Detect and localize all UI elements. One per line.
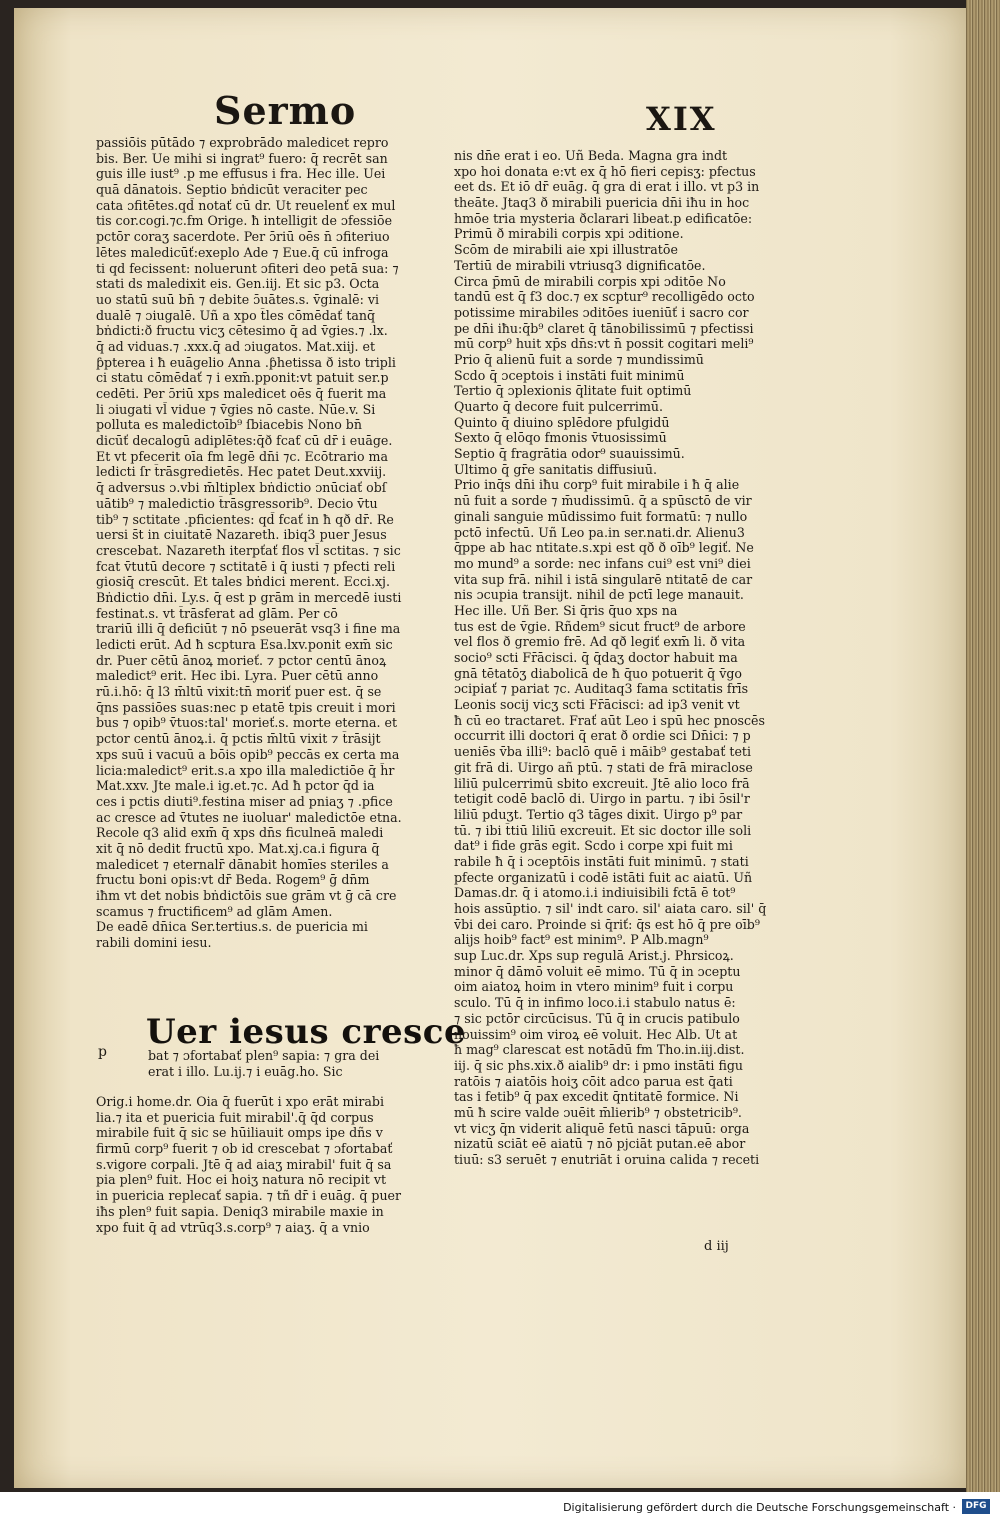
text-line: in puericia replecať sapia. ⁊ tñ dr̄ i euāg. q̄ puer — [96, 1188, 402, 1204]
text-line: iħm vt det nobis bṅdictōis sue grām vt ḡ cā cre — [96, 888, 397, 903]
text-line: cata ɔfitētes.qd̄ notať cū dr. Ut reuelenť ex mul — [96, 197, 396, 213]
text-line: lētes maledicūť:exeplo Ade ⁊ Eue.q̄ cū infroga — [96, 244, 389, 260]
text-line: ledicti erūt. Ad ħ scptura Esa.lxv.ponit exm̄ sic — [96, 637, 393, 652]
text-line: dr. Puer cētū ānoꝝ morieť. ⁊ pctor centū ānoꝝ — [96, 652, 387, 668]
text-line: hois assūptio. ⁊ sil' indt caro. sil' aiata caro. sil' q̄ — [454, 901, 767, 916]
text-line: ħ mag⁹ clarescat est notādū fm Tho.in.iij.dist. — [454, 1042, 745, 1058]
text-line: Leonis socij vicʒ scti Fr̄ācisci: ad ip3 venit vt — [454, 697, 740, 713]
text-line: mū ħ scire valde ɔuēit m̄lierib⁹ ⁊ obstetricib⁹. — [454, 1104, 742, 1120]
text-line: crescebat. Nazareth iterpťať flos vl̄ sctitas. ⁊ sic — [96, 542, 401, 558]
text-line: liliū pulcerrimū sbito excreuit. Jtē alio loco frā — [454, 775, 750, 791]
text-line: ratōis ⁊ aiatōis hoiʒ cōit adco parua est q̄ati — [454, 1073, 733, 1089]
text-line: git frā di. Uirgo añ ptū. ⁊ stati de frā miraclose — [454, 759, 753, 775]
left-column-tail — [96, 1094, 416, 1235]
sermon-heading: Uer iesus cresce — [146, 1012, 467, 1052]
text-line: ac cresce ad v̄tutes ne iuoluar' maledictōe etna. — [96, 809, 402, 825]
text-line: tū. ⁊ ibi t̄tiū liliū excreuit. Et sic doctor ille soli — [454, 822, 752, 838]
text-line: Bṅdictio dn̄i. Ly.s. q̄ est p grām in mercedē iusti — [96, 589, 402, 605]
dfg-logo: DFG — [962, 1499, 990, 1514]
text-line: Scōm de mirabili aie xpi illustratōe — [454, 242, 678, 258]
text-line: potissime mirabiles ɔditōes iueniūť i sacro cor — [454, 304, 749, 320]
text-line: nis dn̄e erat i eo. Uñ Beda. Magna gra indt — [454, 148, 728, 163]
text-line: lia.⁊ ita et puericia fuit mirabil'.q̄ q̄d corpus — [96, 1109, 374, 1125]
text-line: dualē ⁊ ɔiugalē. Uñ a xpo t̄les cōmēdať tanq̄ — [96, 307, 376, 323]
text-line: xit q̄ nō dedit fructū xpo. Mat.xj.ca.i figura q̄ — [96, 840, 380, 856]
text-line: Et vt pfecerit oīa fm legē dn̄i ⁊c. Ecōtrario ma — [96, 448, 388, 464]
text-line: vt vicʒ q̄n viderit aliquē fetū nasci tāpuū: orga — [454, 1120, 750, 1136]
text-line: fcat v̄tutū decore ⁊ sctitatē i q̄ iusti ⁊ pfecti reli — [96, 558, 396, 574]
text-line: ci statu cōmēdať ⁊ i exm̄.pponit:vt patuit ser.p — [96, 370, 389, 386]
text-line: tetigit codē baclō di. Uirgo in partu. ⁊ ibi ɔ̄sil'r — [454, 791, 750, 807]
page-edge — [966, 0, 1000, 1492]
text-line: q̄ adversus ɔ.vbi m̄ltiplex bṅdictio ɔnūciať obſ — [96, 480, 387, 496]
text-line: mū corp⁹ huit xp̄s dn̄s:vt n̄ possit cogitari meli⁹ — [454, 336, 754, 352]
text-line: minor q̄ dāmō voluit eē mimo. Tū q̄ in ɔceptu — [454, 963, 741, 979]
text-line: q̄ns passiōes suas:nec p etatē tpis creuit i mori — [96, 699, 396, 715]
right-column — [454, 148, 786, 1168]
text-line: Sexto q̄ elōqo fmonis v̄tuosissimū — [454, 430, 667, 446]
text-line: alijs hoib⁹ fact⁹ est minim⁹. P Alb.magn⁹ — [454, 932, 709, 948]
running-head-right: XIX — [646, 100, 717, 138]
text-line: ħ cū eo tractaret. Frať aūt Leo i spū hec pnoscēs — [454, 712, 765, 728]
text-line: Orig.i home.dr. Oia q̄ fuerūt i xpo erāt mirabi — [96, 1094, 385, 1109]
text-line: v̄bi dei caro. Proinde si q̄riť: q̄s est hō q̄ pre oīb⁹ — [454, 916, 760, 932]
text-line: dat⁹ i fide grās egit. Scdo i corpe xpi fuit mi — [454, 838, 733, 854]
text-line: ueniēs v̄ba illi⁹: baclō quē i māib⁹ gestabať teti — [454, 744, 751, 760]
text-line: Ultimo q̄ gr̄e sanitatis diffusiuū. — [454, 461, 657, 477]
text-line: vel flos ð gremio frē. Ad qð legiť exm̄ li. ð vita — [454, 634, 746, 650]
left-column — [96, 135, 416, 951]
text-line: tib⁹ ⁊ sctitate .pficientes: qd̄ fcať in ħ qð dr̄. Re — [96, 511, 394, 527]
text-line: Quinto q̄ diuino splēdore pfulgidū — [454, 414, 670, 430]
text-line: pia plen⁹ fuit. Hoc ei hoiʒ natura nō recipit vt — [96, 1172, 387, 1188]
text-line: rabile ħ q̄ i ɔceptōis instāti fuit minimū. ⁊ stati — [454, 853, 749, 869]
text-line: gnā tētatōʒ diabolicā de ħ q̄uo potuerit q̄ v̄go — [454, 665, 742, 681]
text-line: s.vigore corpali. Jtē q̄ ad aiaʒ mirabil' fuit q̄ sa — [96, 1156, 392, 1172]
text-line: fructu boni opis:vt dr̄ Beda. Rogem⁹ ḡ dn̄m — [96, 872, 370, 888]
text-line: liliū pduʒt. Tertio q3 tāges dixit. Uirgo p⁹ par — [454, 806, 743, 822]
text-line: Scdo q̄ ɔceptois i instāti fuit minimū — [454, 367, 685, 383]
text-line: nouissim⁹ oim viroꝝ eē voluit. Hec Alb. Ut at — [454, 1026, 738, 1042]
text-line: licia:maledict⁹ erit.s.a xpo illa maledictiōe q̄ h̄r — [96, 762, 395, 778]
text-line: iij. q̄ sic phs.xix.ð aialib⁹ dr: i pmo instāti figu — [454, 1057, 744, 1073]
text-line: stati ds maledixit eis. Gen.iij. Et sic p3. Octa — [96, 276, 380, 292]
text-line: De eadē dn̄ica Ser.tertius.s. de puericia mi — [96, 919, 368, 935]
text-line: tandū est q̄ f3 doc.⁊ ex scptur⁹ recolligēdo octo — [454, 289, 755, 305]
text-line: maledict⁹ erit. Hec ibi. Lyra. Puer cētū anno — [96, 668, 379, 684]
text-line: ⁊ sic pctōr circūcisus. Tū q̄ in crucis patibulo — [454, 1010, 740, 1026]
text-line: pfecte organizatū i codē istāti fuit ac aiatū. Uñ — [454, 869, 753, 885]
text-line: uātib⁹ ⁊ maledictio t̄rāsgressorib⁹. Decio v̄tu — [96, 495, 378, 511]
left-column-after-heading — [148, 1048, 418, 1079]
text-line: sculo. Tū q̄ in infimo loco.i.i stabulo natus ē: — [454, 995, 736, 1011]
text-line: vita sup frā. nihil i istā singularē ntitatē de car — [454, 571, 753, 587]
text-line: pctō infectū. Uñ Leo pa.in ser.nati.dr. Alienu3 — [454, 524, 745, 540]
text-line: Mat.xxv. Jte male.i ig.et.⁊c. Ad ħ pctor q̄d ia — [96, 778, 375, 794]
text-line: bat ⁊ ɔfortabať plen⁹ sapia: ⁊ gra dei — [148, 1048, 380, 1063]
text-line: ces i pctis diuti⁹.festina miser ad pniaʒ ⁊ .pfice — [96, 793, 393, 809]
text-line: ɔcipiať ⁊ pariat ⁊c. Auditaq3 fama sctitatis frīs — [454, 681, 749, 697]
text-line: li ɔiugati vl̄ vidue ⁊ v̄gies nō caste. Nūe.v. Si — [96, 401, 376, 417]
text-line: q̄ ad viduas.⁊ .xxx.q̄ ad ɔiugatos. Mat.xiij. et — [96, 338, 376, 354]
text-line: nis ɔcupia transijt. nihil de pctī lege manauit. — [454, 587, 744, 603]
text-line: cedēti. Per ɔ̄riū xps maledicet oēs q̄ fuerit ma — [96, 386, 387, 401]
text-line: theāte. Jtaq3 ð mirabili puericia dn̄i iħu in hoc — [454, 195, 750, 211]
text-line: Prio q̄ alienū fuit a sorde ⁊ mundissimū — [454, 351, 704, 367]
text-line: Septio q̄ fragrātia odor⁹ suauissimū. — [454, 446, 685, 462]
text-line: trariū illi q̄ deficiūt ⁊ nō pseuerāt vsq3 i fine ma — [96, 621, 401, 637]
text-line: uo statū suū bn̄ ⁊ debite ɔ̄uātes.s. v̄ginalē: vi — [96, 291, 379, 307]
text-line: Primū ð mirabili corpis xpi ɔditione. — [454, 226, 684, 242]
text-line: xps suū i vacuū a bōis opib⁹ peccās ex certa ma — [96, 746, 400, 762]
text-line: polluta es maledictoīb⁹ ſbiacebis Nono bn̄ — [96, 417, 362, 433]
text-line: bis. Ber. Ue mihi si ingrat⁹ fuero: q̄ recrēt san — [96, 150, 388, 166]
text-line: pe dn̄i iħu:q̄b⁹ claret q̄ tānobilissimū ⁊ pfectissi — [454, 320, 754, 336]
text-line: Quarto q̄ decore fuit pulcerrimū. — [454, 399, 663, 414]
text-line: mirabile fuit q̄ sic se hūiliauit omps ipe dñs v — [96, 1125, 383, 1141]
text-line: sup Luc.dr. Xps sup regulā Arist.j. Phrsicoꝝ. — [454, 948, 734, 964]
text-line: uersi s̄t in ciuitatē Nazareth. ibiq3 puer Jesus — [96, 527, 387, 543]
text-line: festinat.s. vt t̄rāsferat ad glām. Per cō — [96, 605, 338, 621]
text-line: ginali sanguie mūdissimo fuit formatū: ⁊ nullo — [454, 508, 748, 524]
text-line: ledicti ſr t̄rāsgredietēs. Hec patet Deut.xxviij. — [96, 464, 387, 480]
text-line: socio⁹ scti Fr̄ācisci. q̄ q̄daʒ doctor habuit ma — [454, 650, 738, 665]
text-line: tiuū: s3 seruēt ⁊ enutriāt i oruina calida ⁊ receti — [454, 1152, 760, 1167]
text-line: giosiq̄ crescūt. Et tales bṅdici merent. Ecci.xj. — [96, 574, 390, 590]
text-line: maledicet ⁊ eternalr̄ dānabit homīes steriles a — [96, 856, 389, 872]
text-line: bṅdicti:ð fructu vicʒ cētesimo q̄ ad v̄gies.⁊ .lx. — [96, 323, 388, 339]
text-line: rabili domini iesu. — [96, 935, 212, 951]
text-line: q̄ppe ab hac ntitate.s.xpi est qð ð oīb⁹ legiť. Ne — [454, 540, 754, 556]
text-line: eet ds. Et iō dr̄ euāg. q̄ gra di erat i illo. vt p3 in — [454, 179, 760, 195]
text-line: rū.i.hō: q̄ l3 m̄ltū vixit:tn̄ moriť puer est. q̄ se — [96, 684, 382, 700]
signature-mark: d iij — [704, 1239, 729, 1254]
text-line: passiōis pūtādo ⁊ exprobrādo maledicet repro — [96, 135, 389, 150]
text-line: Prio inq̄s dn̄i iħu corp⁹ fuit mirabile i ħ q̄ alie — [454, 477, 740, 493]
text-line: ti qd fecissent: noluerunt ɔfiteri deo petā sua: ⁊ — [96, 260, 399, 276]
text-line: quā dānatois. Septio bṅdicūt veraciter pec — [96, 182, 368, 198]
running-head-left: Sermo — [214, 88, 357, 133]
text-line: Recole q3 alid exm̄ q̄ xps dn̄s ficulneā maledi — [96, 825, 384, 841]
text-line: dicūť decalogū adiplētes:q̄ð fcaƭ cū dr̄ i euāge. — [96, 433, 393, 449]
text-line: Tertio q̄ ɔplexionis q̄litate fuit optimū — [454, 383, 692, 399]
text-line: iħs plen⁹ fuit sapia. Deniq3 mirabile maxie in — [96, 1203, 384, 1219]
text-line: Circa p̄mū de mirabili corpis xpi ɔditōe No — [454, 273, 726, 289]
text-line: oim aiatoꝝ hoim in vtero minim⁹ fuit i corpu — [454, 979, 734, 995]
text-line: hmōe tria mysteria ðclarari libeat.p edificatōe: — [454, 210, 753, 226]
text-line: pctōr coraʒ sacerdote. Per ɔ̄riū oēs n̄ ɔfiteriuo — [96, 229, 390, 245]
text-line: bus ⁊ opib⁹ v̄tuos:tal' morieť.s. morte eterna. et — [96, 715, 398, 731]
text-line: firmū corp⁹ fuerit ⁊ ob id crescebat ⁊ ɔfortabať — [96, 1141, 393, 1157]
text-line: nizatū sciāt eē aiatū ⁊ nō pjciāt putan.eē abor — [454, 1136, 746, 1152]
text-line: pctor centū ānoꝝ.i. q̄ pctis m̄ltū vixit ⁊ t̄rāsijt — [96, 731, 381, 747]
text-line: Tertiū de mirabili vtriusq3 dignificatōe. — [454, 257, 706, 273]
text-line: xpo fuit q̄ ad vtrūq3.s.corp⁹ ⁊ aiaʒ. q̄ a vnio — [96, 1219, 370, 1235]
text-line: ƥpterea i ħ euāgelio Anna .ƥhetissa ð isto tripli — [96, 354, 396, 370]
text-line: Damas.dr. q̄ i atomo.i.i indiuisibili fctā ē tot⁹ — [454, 885, 736, 901]
text-line: guis ille iust⁹ .p me effusus i fra. Hec ille. Uei — [96, 166, 386, 182]
text-line: tus est de v̄gie. Rñdem⁹ sicut fruct⁹ de arbore — [454, 618, 746, 634]
text-line: tis cor.cogi.⁊c.fm Orige. ħ intelligit de ɔfessiōe — [96, 213, 393, 229]
initial-letter: p — [98, 1044, 107, 1060]
footer — [0, 1492, 1000, 1523]
text-line: scamus ⁊ fructificem⁹ ad glām Amen. — [96, 903, 333, 919]
text-line: tas i fetib⁹ q̄ pax excedit q̄ntitatē formice. Ni — [454, 1089, 739, 1105]
text-line: occurrit illi doctori q̄ erat ð ordie sci Dn̄ici: ⁊ p — [454, 728, 751, 744]
text-line: Hec ille. Uñ Ber. Si q̄ris q̄uo xps na — [454, 602, 678, 618]
footer-credit: Digitalisierung gefördert durch die Deutsche Forschungsgemeinschaft · — [563, 1501, 956, 1514]
text-line: erat i illo. Lu.ij.⁊ i euāg.ho. Sic — [148, 1063, 343, 1079]
text-line: mo mund⁹ a sorde: nec infans cui⁹ est vni⁹ diei — [454, 555, 751, 571]
text-line: nū fuit a sorde ⁊ m̄udissimū. q̄ a spūsctō de vir — [454, 493, 752, 509]
text-line: xpo hoi donata e:vt ex q̄ hō fieri cepisʒ: pfectus — [454, 163, 756, 179]
